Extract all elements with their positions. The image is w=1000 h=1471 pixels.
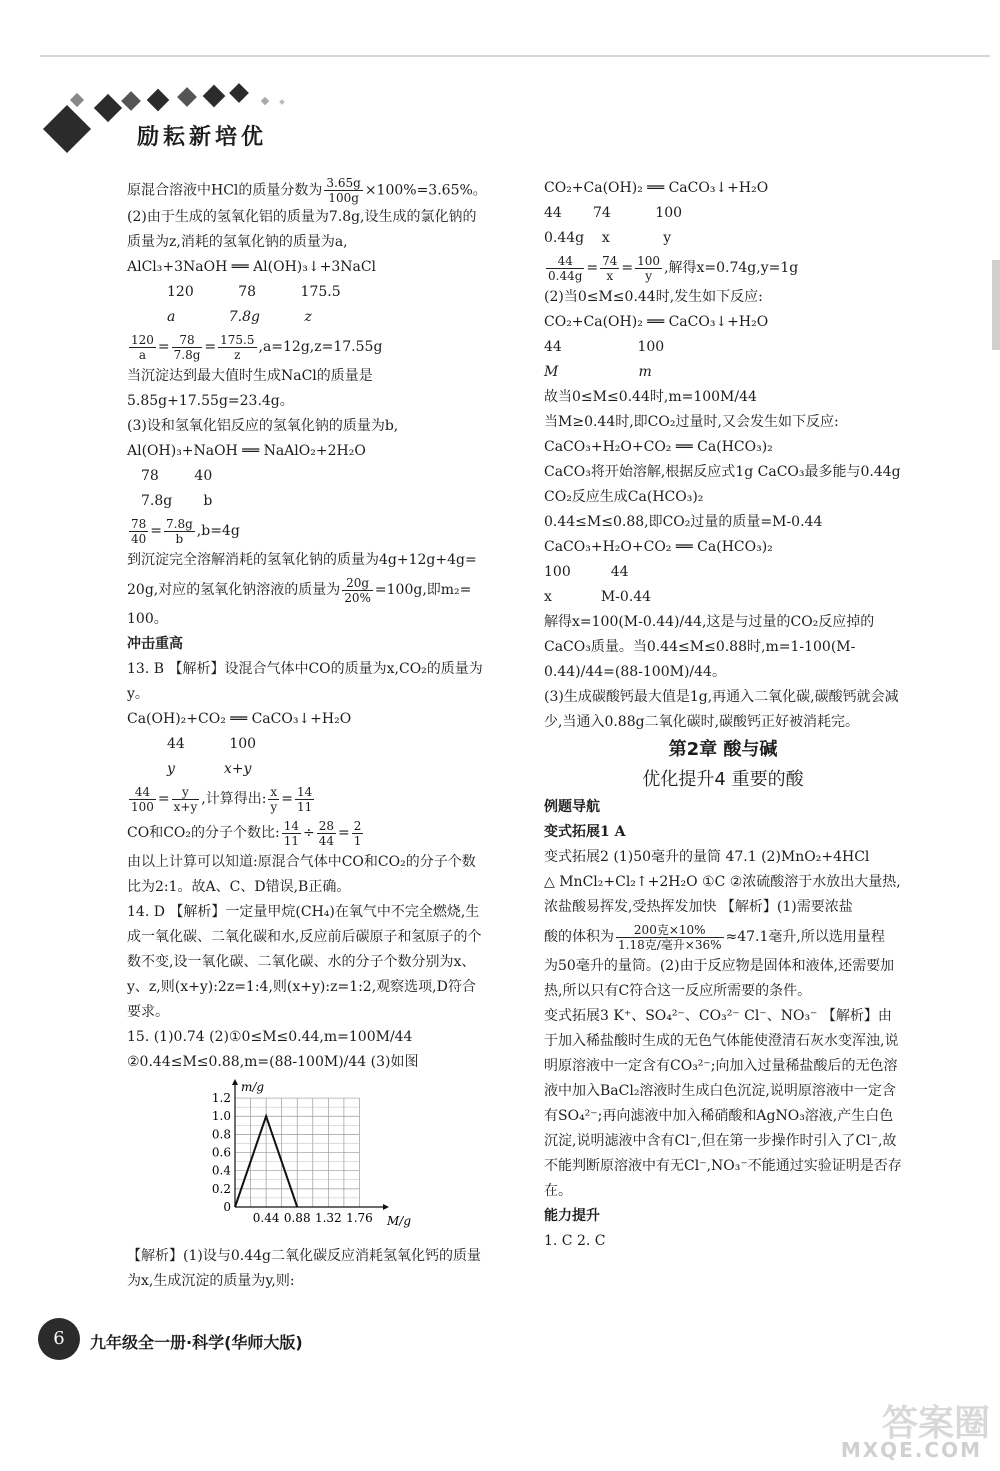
equation-ratios: 44 100: [167, 736, 257, 752]
section-heading: 能力提升: [544, 1208, 600, 1224]
y-tick-label: 0.2: [211, 1181, 231, 1196]
x-tick-label: 1.32: [314, 1211, 342, 1225]
text-line: (3)生成碳酸钙最大值是1g,再通入二氧化碳,碳酸钙就会减少,当通入0.88g二氧化碳时,碳酸钙正好被消耗完。: [544, 689, 899, 730]
proportion: $\frac{44}{100}$ = $\frac{y}{x+y}$ ,计算得出: $\frac{x}{y}$ = $\frac{14}{11}$: [131, 784, 313, 814]
text-line: (3)设和氢氧化铝反应的氢氧化钠的质量为b,: [127, 418, 399, 434]
book-title: 九年级全一册·科学(华师大版): [90, 1333, 303, 1352]
y-tick-label: 0.4: [211, 1163, 231, 1178]
text-line: 由以上计算可以知道:原混合气体中CO和CO₂的分子个数比为2:1。故A、C、D错误,B正确。: [127, 854, 476, 895]
y-axis-arrow: [232, 1079, 238, 1085]
equation-vars: 7.8g b: [141, 493, 213, 509]
watermark-logo: 答案圈: [881, 1403, 990, 1444]
equation-ratios: 78 40: [141, 468, 213, 484]
y-tick-label: 0.8: [211, 1127, 231, 1142]
top-edge-line: [40, 55, 990, 57]
chapter-title: 第2章 酸与碱: [668, 739, 778, 760]
equation: CO₂+Ca(OH)₂ ══ CaCO₃↓+H₂O: [544, 314, 769, 330]
section-heading: 冲击重高: [127, 636, 183, 652]
text-line: 解得x=100(M-0.44)/44,这是与过量的CO₂反应掉的CaCO₃质量。当0.44≤M≤0.88时,m=1-100(M-0.44)/44=(88-100M)/44。: [544, 614, 875, 680]
page-number-badge: 6: [38, 1318, 80, 1360]
equation-vars: a 7.8g z: [167, 309, 312, 325]
equation: CO₂+Ca(OH)₂ ══ CaCO₃↓+H₂O: [544, 180, 769, 196]
variant-2: 变式拓展2 (1)50毫升的量筒 47.1 (2)MnO₂+4HCl: [544, 849, 870, 865]
text-line: 为50毫升的量筒。(2)由于反应物是固体和液体,还需要加热,所以只有C符合这一反应所需要的条件。: [544, 958, 895, 999]
text-line: 当M≥0.44时,即CO₂过量时,又会发生如下反应:: [544, 414, 839, 430]
equation-vars: x M-0.44: [544, 589, 652, 605]
equation: CaCO₃+H₂O+CO₂ ══ Ca(HCO₃)₂: [544, 439, 773, 455]
mass-graph: [187, 1075, 412, 1235]
x-tick-label: 0.88: [283, 1211, 311, 1225]
text-line: 20g,对应的氢氧化钠溶液的质量为 $\frac{20g}{20\%}$ =100g,即m₂=: [127, 575, 472, 605]
equation: AlCl₃+3NaOH ══ Al(OH)₃↓+3NaCl: [127, 259, 377, 275]
text-line: △ MnCl₂+Cl₂↑+2H₂O ①C ②浓硫酸溶于水放出大量热,浓盐酸易挥发,受热挥发加快 【解析】(1)需要浓盐: [544, 874, 901, 915]
text-line: CaCO₃将开始溶解,根据反应式1g CaCO₃最多能与0.44g CO₂反应生成Ca(HCO₃)₂: [544, 464, 901, 505]
equation-ratios: 44 74 100: [544, 205, 683, 221]
variant-1: 变式拓展1 A: [544, 824, 626, 840]
text-line: 【解析】(1)设与0.44g二氧化碳反应消耗氢氧化钙的质量为x,生成沉淀的质量为y,则:: [127, 1248, 481, 1289]
x-tick-label: 1.76: [346, 1211, 373, 1225]
question-15: 15. (1)0.74 (2)①0≤M≤0.44,m=100M/44 ②0.44≤M≤0.88,m=(88-100M)/44 (3)如图: [127, 1029, 419, 1070]
proportion: $\frac{78}{40}$ = $\frac{7.8g}{b}$ ,b=4g: [131, 516, 240, 546]
y-axis-label: m/g: [241, 1080, 265, 1094]
text-line: (2)由于生成的氢氧化铝的质量为7.8g,设生成的氯化钠的质量为z,消耗的氢氧化钠的质量为a,: [127, 209, 477, 250]
brand-title: 励耘新培优: [137, 125, 268, 150]
watermark-url: MXQE.COM: [840, 1438, 982, 1462]
equation-vars: 0.44g x y: [544, 230, 672, 246]
y-tick-label: 0.6: [211, 1145, 231, 1160]
scan-edge-mark: [992, 260, 1000, 350]
proportion: $\frac{44}{0.44g}$ = $\frac{74}{x}$ = $\frac{100}{y}$ ,解得x=0.74g,y=1g: [548, 253, 799, 283]
text-line: 0.44≤M≤0.88,即CO₂过量的质量=M-0.44: [544, 514, 823, 530]
equation: Ca(OH)₂+CO₂ ══ CaCO₃↓+H₂O: [127, 711, 352, 727]
text-line: 原混合溶液中HCl的质量分数为 $\frac{3.65g}{100g}$ ×100%=3.65%。: [127, 176, 487, 205]
y-tick-label: 0: [223, 1200, 231, 1214]
x-tick-label: 0.44: [252, 1211, 280, 1225]
proportion: $\frac{120}{a}$ = $\frac{78}{7.8g}$ = $\frac{175.5}{z}$ ,a=12g,z=17.55g: [131, 332, 383, 362]
equation-ratios: 44 100: [544, 339, 665, 355]
right-column: [544, 176, 902, 1254]
section-heading: 例题导航: [544, 799, 600, 815]
left-column: [127, 176, 485, 1294]
answers-line: 1. C 2. C: [544, 1233, 606, 1249]
x-axis-label: M/g: [387, 1214, 412, 1228]
text-line: 当沉淀达到最大值时生成NaCl的质量是5.85g+17.55g=23.4g。: [127, 368, 373, 409]
text-line: 酸的体积为 $\frac{\text{200克×10\%}}{\text{1.18克/毫升×36\%}}$ ≈47.1毫升,所以选用量程: [544, 922, 885, 952]
y-tick-label: 1.2: [211, 1091, 231, 1106]
equation-ratios: 120 78 175.5: [167, 284, 341, 300]
y-tick-label: 1.0: [211, 1109, 231, 1124]
text-line: 100。: [127, 611, 168, 627]
equation: CaCO₃+H₂O+CO₂ ══ Ca(HCO₃)₂: [544, 539, 773, 555]
proportion: CO和CO₂的分子个数比: $\frac{14}{11}$ ÷ $\frac{28}{44}$ = $\frac{2}{1}$: [127, 818, 362, 848]
equation-vars: M m: [544, 364, 652, 380]
fraction: $\frac{3.65g}{100g}$: [326, 176, 361, 205]
x-axis-arrow: [383, 1204, 389, 1210]
lesson-title: 优化提升4 重要的酸: [642, 769, 804, 790]
equation: Al(OH)₃+NaOH ══ NaAlO₂+2H₂O: [127, 443, 366, 459]
question-14: 14. D 【解析】一定量甲烷(CH₄)在氧气中不完全燃烧,生成一氧化碳、二氧化碳和水,反应前后碳原子和氢原子的个数不变,设一氧化碳、二氧化碳、水的分子个数分别为x、y、z,则(x+y):2z=1:4,则(x+y):z=1:2,观察选项,D符合要求。: [127, 904, 482, 1020]
question-13: 13. B 【解析】设混合气体中CO的质量为x,CO₂的质量为y。: [127, 661, 483, 702]
equation-ratios: 100 44: [544, 564, 629, 580]
text-line: (2)当0≤M≤0.44时,发生如下反应:: [544, 289, 763, 305]
variant-3: 变式拓展3 K⁺、SO₄²⁻、CO₃²⁻ Cl⁻、NO₃⁻ 【解析】由于加入稀盐酸时生成的无色气体能使澄清石灰水变浑浊,说明原溶液中一定含有CO₃²⁻;向加入过量稀盐酸后的无色溶液中加入BaCl₂溶液时生成白色沉淀,说明原溶液中一定含有SO₄²⁻;再向滤液中加入稀硝酸和AgNO₃溶液,产生白色沉淀,说明滤液中含有Cl⁻,但在第一步操作时引入了Cl⁻,故不能判断原溶液中有无Cl⁻,NO₃⁻不能通过实验证明是否存在。: [544, 1008, 902, 1199]
text-line: 故当0≤M≤0.44时,m=100M/44: [544, 389, 757, 405]
text-line: 到沉淀完全溶解消耗的氢氧化钠的质量为4g+12g+4g=: [127, 552, 477, 568]
equation-vars: y x+y: [167, 761, 252, 777]
